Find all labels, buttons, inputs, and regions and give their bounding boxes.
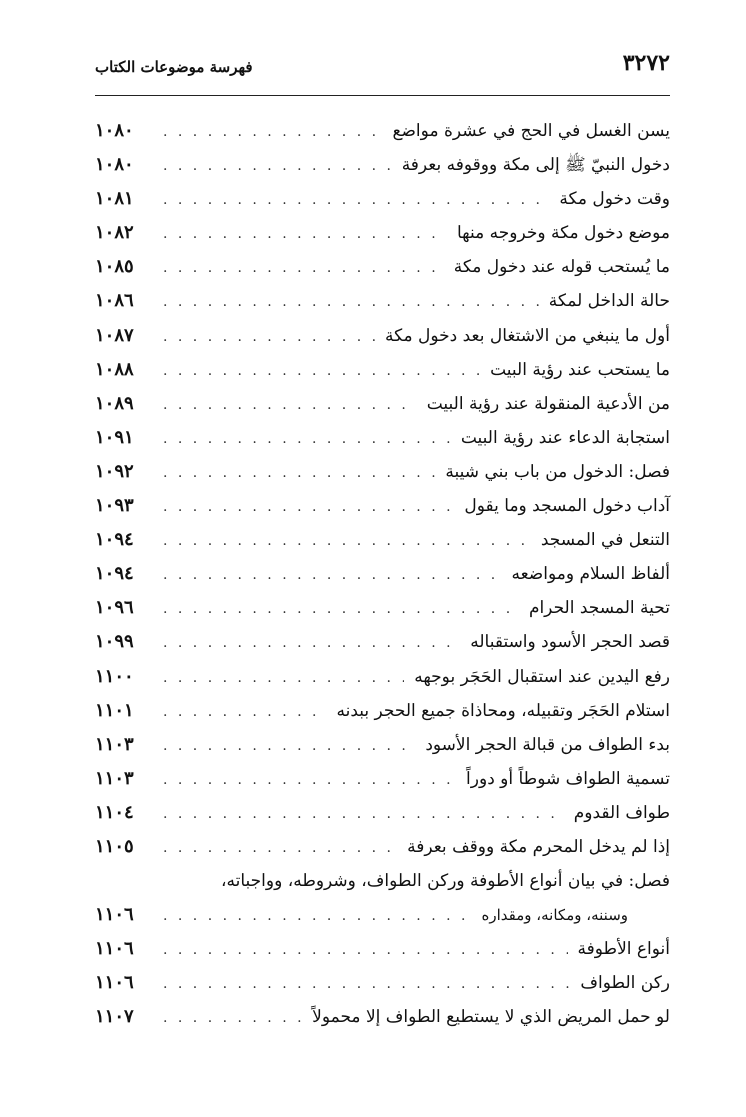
toc-entry: [95, 796, 670, 830]
dot-leader: [163, 1001, 302, 1035]
toc-entry-page: ١١٠٥: [95, 835, 134, 857]
dot-leader: [163, 626, 460, 660]
toc-entry-page: ١٠٨٠: [95, 154, 134, 176]
toc-entry: [95, 762, 670, 796]
dot-leader: [163, 729, 415, 763]
toc-entry-title: موضع دخول مكة وخروجه منها: [457, 223, 670, 244]
toc-entry-title: دخول النبيّ ﷺ إلى مكة ووقوفه بعرفة: [401, 155, 670, 176]
toc-entry-title: تسمية الطواف شوطاً أو دوراً: [466, 768, 670, 789]
toc-entry-title: فصل: في بيان أنواع الأطوفة وركن الطواف، وشروطه، وواجباته،: [221, 871, 670, 892]
toc-entry-title: قصد الحجر الأسود واستقباله: [470, 632, 670, 653]
dot-leader: [163, 354, 480, 388]
toc-entry-title: التنعل في المسجد: [540, 530, 670, 551]
toc-entry: [95, 728, 670, 762]
page-header: [95, 50, 670, 92]
toc-entry-page: ١١٠٣: [95, 767, 134, 789]
toc-entry-title: رفع اليدين عند استقبال الحَجَر بوجهه: [414, 666, 670, 687]
toc-entry: [95, 830, 670, 864]
toc-entry-title: استلام الحَجَر وتقبيله، ومحاذاة جميع الحجر ببدنه: [336, 700, 670, 721]
toc-entry: [95, 284, 670, 318]
toc-entry: [95, 148, 670, 182]
toc-entry-title: ما يستحب عند رؤية البيت: [490, 359, 670, 380]
toc-entry: [95, 319, 670, 353]
toc-entry-page: ١٠٨٩: [95, 392, 134, 414]
dot-leader: [163, 933, 568, 967]
toc-entry-title: فصل: الدخول من باب بني شيبة: [445, 461, 670, 482]
toc-entry-page: ١٠٩٤: [95, 529, 134, 551]
toc-entry-page: ١٠٩٦: [95, 597, 134, 619]
toc-entry-page: ١١٠٦: [95, 972, 134, 994]
dot-leader: [163, 183, 549, 217]
toc-entry-title: من الأدعية المنقولة عند رؤية البيت: [426, 393, 670, 414]
toc-entry: [95, 932, 670, 966]
dot-leader: [163, 422, 451, 456]
dot-leader: [163, 285, 539, 319]
toc-entry: [95, 523, 670, 557]
dot-leader: [163, 661, 404, 695]
toc-entry: [95, 625, 670, 659]
dot-leader: [163, 320, 375, 354]
dot-leader: [163, 695, 327, 729]
dot-leader: [163, 490, 454, 524]
toc-entry-page: ١٠٩٩: [95, 631, 134, 653]
dot-leader: [163, 763, 456, 797]
toc-entry-title: أول ما ينبغي من الاشتغال بعد دخول مكة: [384, 325, 670, 346]
toc-entry-page: ١٠٩٣: [95, 495, 134, 517]
toc-entry-title: ركن الطواف: [580, 973, 670, 994]
toc-entry: [95, 898, 670, 932]
toc-entry-page: ١٠٨٨: [95, 358, 134, 380]
toc-entry-page: ١٠٨٠: [95, 120, 134, 141]
toc-entry: [95, 421, 670, 455]
dot-leader: [163, 217, 447, 251]
toc-entry-section: [95, 864, 670, 898]
dot-leader: [163, 115, 382, 149]
toc-entry-page: ١٠٩٢: [95, 460, 134, 482]
toc-entry: [95, 182, 670, 216]
toc-entry: [95, 387, 670, 421]
dot-leader: [163, 149, 392, 183]
toc-entry-page: ١٠٩٤: [95, 563, 134, 585]
dot-leader: [163, 456, 435, 490]
toc-entry: [95, 591, 670, 625]
toc-entry: [95, 250, 670, 284]
toc-entry-page: ١٠٨١: [95, 188, 134, 210]
toc-entry-title: أنواع الأطوفة: [577, 939, 670, 960]
dot-leader: [163, 592, 519, 626]
toc-entry-title: لو حمل المريض الذي لا يستطيع الطواف إلا محمولاً: [312, 1007, 670, 1028]
toc-entry-page: ١١٠٦: [95, 904, 134, 926]
toc-entry-page: ١١٠٠: [95, 665, 134, 687]
header-rule: [95, 95, 670, 96]
toc-entry-title: وقت دخول مكة: [559, 189, 670, 210]
toc-entry-title: استجابة الدعاء عند رؤية البيت: [460, 427, 670, 448]
dot-leader: [163, 388, 417, 422]
toc-entry-title: آداب دخول المسجد وما يقول: [464, 496, 670, 517]
dot-leader: [163, 524, 531, 558]
toc-entry: [95, 1000, 670, 1034]
toc-entry: [95, 557, 670, 591]
toc-entry-page: ١٠٨٦: [95, 290, 134, 312]
toc-entry-title: ما يُستحب قوله عند دخول مكة: [453, 257, 670, 278]
toc-entry: [95, 966, 670, 1000]
toc-entry-page: ١١٠٧: [95, 1006, 134, 1028]
toc-entry-title: يسن الغسل في الحج في عشرة مواضع: [392, 121, 670, 141]
dot-leader: [163, 899, 472, 933]
toc-entry-title: بدء الطواف من قبالة الحجر الأسود: [425, 734, 670, 755]
toc-entry-page: ١٠٨٢: [95, 222, 134, 244]
toc-entry-title: وسننه، ومكانه، ومقداره: [481, 906, 628, 925]
dot-leader: [163, 558, 501, 592]
toc-entry-page: ١٠٨٥: [95, 256, 134, 278]
toc-entry-title: طواف القدوم: [573, 802, 670, 823]
toc-entry: [95, 694, 670, 728]
toc-entry: [95, 455, 670, 489]
table-of-contents: [95, 114, 670, 1035]
toc-entry-title: تحية المسجد الحرام: [528, 598, 670, 619]
toc-entry: [95, 216, 670, 250]
toc-entry-title: ألفاظ السلام ومواضعه: [511, 564, 670, 585]
toc-entry-page: ١١٠٣: [95, 733, 134, 755]
toc-entry: [95, 660, 670, 694]
dot-leader: [163, 797, 564, 831]
toc-entry: [95, 489, 670, 523]
toc-entry: [95, 353, 670, 387]
toc-entry: [95, 114, 670, 148]
dot-leader: [163, 251, 444, 285]
toc-entry-page: ١١٠٦: [95, 938, 134, 960]
toc-entry-page: ١١٠٤: [95, 801, 134, 823]
toc-entry-title: حالة الداخل لمكة: [548, 291, 670, 312]
toc-entry-page: ١٠٩١: [95, 426, 134, 448]
toc-entry-title: إذا لم يدخل المحرم مكة ووقف بعرفة: [407, 836, 670, 857]
dot-leader: [163, 967, 570, 1001]
toc-entry-page: ١٠٨٧: [95, 324, 134, 346]
dot-leader: [163, 831, 397, 865]
page-number: ٣٢٧٢: [622, 50, 670, 76]
running-title: فهرسة موضوعات الكتاب: [95, 58, 253, 76]
toc-entry-page: ١١٠١: [95, 699, 134, 721]
